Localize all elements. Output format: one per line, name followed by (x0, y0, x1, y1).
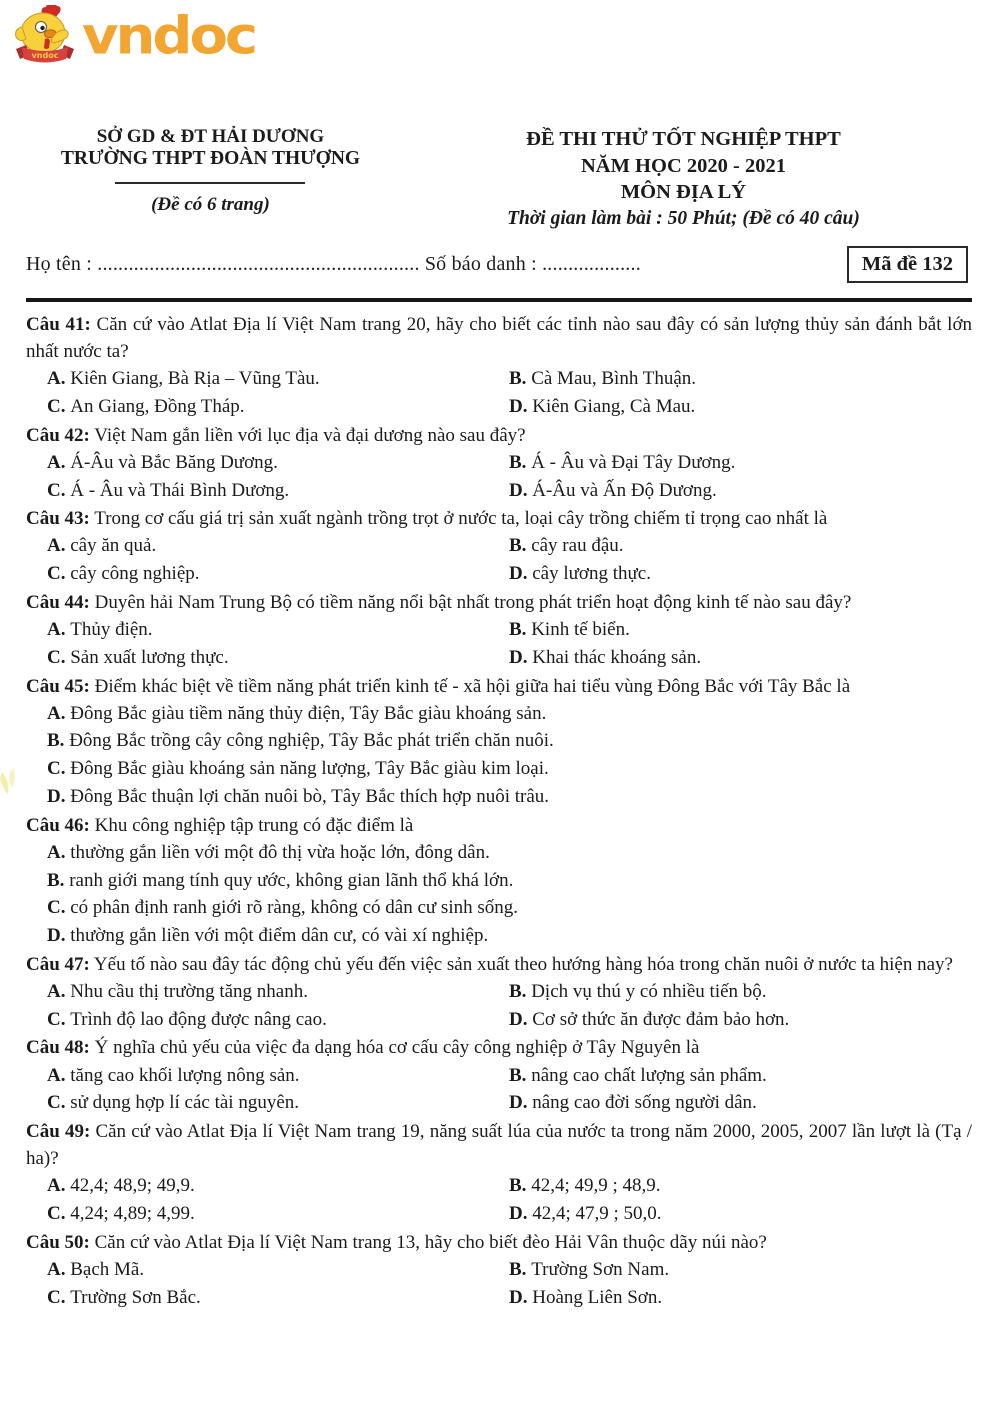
options (26, 1172, 972, 1227)
option-text: Đông Bắc trồng cây công nghiệp, Tây Bắc phát triển chăn nuôi. (69, 730, 554, 752)
option-text: Á-Âu và Ấn Độ Dương. (532, 479, 717, 501)
question-label: Câu 45: (26, 675, 90, 697)
option-text: nâng cao chất lượng sản phẩm. (531, 1064, 767, 1086)
school-name: TRƯỜNG THPT ĐOÀN THƯỢNG (60, 148, 361, 169)
exam-title-line2: NĂM HỌC 2020 - 2021 (580, 154, 786, 177)
question (26, 951, 972, 1034)
option-text: cây ăn quả. (70, 535, 157, 557)
option-text: Kiên Giang, Bà Rịa – Vũng Tàu. (70, 368, 320, 390)
option-text: 4,24; 4,89; 4,99. (70, 1203, 195, 1225)
option-text: Đông Bắc giàu khoáng sản năng lượng, Tây Bắc giàu kim loại. (70, 758, 549, 780)
option-d (26, 783, 972, 811)
option-c (26, 1089, 488, 1117)
question (26, 422, 972, 505)
option-key: B. (47, 730, 70, 752)
option-key: B. (509, 368, 532, 390)
option-a (26, 532, 488, 560)
option-text: Trình độ lao động được nâng cao. (70, 1008, 327, 1030)
issuer-block (26, 126, 395, 216)
option-b (488, 449, 972, 477)
question-stem (26, 812, 972, 839)
option-key: A. (47, 451, 71, 473)
option-a (26, 700, 972, 728)
option-key: D. (509, 1203, 533, 1225)
option-key: A. (47, 1064, 71, 1086)
option-d (488, 644, 972, 672)
option-text: Á - Âu và Đại Tây Dương. (531, 451, 736, 473)
option-text: Cà Mau, Bình Thuận. (531, 368, 697, 390)
section-divider (26, 298, 972, 302)
option-d (488, 477, 972, 505)
option-key: B. (509, 451, 532, 473)
option-b (488, 532, 972, 560)
option-key: C. (47, 1008, 71, 1030)
option-text: Bạch Mã. (70, 1258, 145, 1280)
option-text: 42,4; 49,9 ; 48,9. (531, 1175, 661, 1197)
exam-title-block (395, 126, 972, 230)
questions (26, 311, 972, 1312)
exam-duration: Thời gian làm bài : 50 Phút; (Đề có 40 câu) (507, 207, 860, 229)
option-text: sử dụng hợp lí các tài nguyên. (70, 1092, 300, 1114)
question-label: Câu 49: (26, 1121, 91, 1143)
question (26, 673, 972, 811)
question-stem-text: Căn cứ vào Atlat Địa lí Việt Nam trang 19, năng suất lúa của nước ta trong năm 2000, 2005, 2007 lần lượt là (Tạ / ha)? (26, 1121, 972, 1170)
option-a (26, 449, 488, 477)
option-key: A. (47, 619, 71, 641)
option-key: A. (47, 535, 71, 557)
question-stem (26, 422, 972, 449)
option-key: B. (509, 1064, 532, 1086)
name-label: Họ tên : (26, 252, 93, 275)
question (26, 505, 972, 588)
option-c (26, 1200, 488, 1228)
option-b (26, 727, 972, 755)
option-key: D. (509, 1008, 533, 1030)
option-d (488, 1089, 972, 1117)
option-a (26, 616, 488, 644)
question-label: Câu 48: (26, 1037, 90, 1059)
question (26, 1118, 972, 1228)
option-text: 42,4; 48,9; 49,9. (70, 1175, 195, 1197)
option-text: cây công nghiệp. (70, 563, 200, 585)
question-label: Câu 44: (26, 591, 90, 613)
option-c (26, 477, 488, 505)
question-stem (26, 505, 972, 532)
question-stem-text: Ý nghĩa chủ yếu của việc đa dạng hóa cơ cấu cây công nghiệp ở Tây Nguyên là (89, 1037, 700, 1059)
option-c (26, 755, 972, 783)
option-key: B. (509, 980, 532, 1002)
question-stem-text: Khu công nghiệp tập trung có đặc điểm là (89, 814, 414, 836)
options (26, 700, 972, 811)
options (26, 839, 972, 950)
option-text: thường gắn liền với một đô thị vừa hoặc lớn, đông dân. (70, 841, 490, 863)
question-stem-text: Căn cứ vào Atlat Địa lí Việt Nam trang 20, hãy cho biết các tỉnh nào sau đây có sản lượng thủy sản đánh bắt lớn nhất nước ta? (26, 313, 972, 363)
question (26, 311, 972, 421)
option-text: Á - Âu và Thái Bình Dương. (70, 479, 290, 501)
options (26, 449, 972, 504)
option-key: A. (47, 368, 71, 390)
option-text: Kinh tế biển. (531, 619, 630, 641)
question-stem-text: Căn cứ vào Atlat Địa lí Việt Nam trang 13, hãy cho biết đèo Hải Vân thuộc dãy núi nào? (89, 1231, 767, 1253)
option-a (26, 365, 488, 393)
option-a (26, 1172, 488, 1200)
question-label: Câu 46: (26, 814, 90, 836)
options (26, 616, 972, 671)
question-stem (26, 673, 972, 700)
question-stem (26, 1034, 972, 1061)
question-stem-text: Trong cơ cấu giá trị sản xuất ngành trồng trọt ở nước ta, loại cây trồng chiếm tỉ trọng cao nhất là (89, 508, 828, 530)
options (26, 1256, 972, 1311)
option-text: Đông Bắc giàu tiềm năng thủy điện, Tây Bắc giàu khoáng sản. (70, 702, 547, 724)
option-key: A. (47, 841, 71, 863)
question-stem-text: Điểm khác biệt về tiềm năng phát triển kinh tế - xã hội giữa hai tiểu vùng Đông Bắc với Tây Bắc là (89, 675, 851, 697)
question-stem-text: Việt Nam gắn liền với lục địa và đại dương nào sau đây? (89, 424, 526, 446)
option-a (26, 978, 488, 1006)
option-key: B. (47, 869, 70, 891)
question-stem-text: Duyên hải Nam Trung Bộ có tiềm năng nổi bật nhất trong phát triển hoạt động kinh tế nào sau đây? (89, 591, 852, 613)
option-text: tăng cao khối lượng nông sản. (70, 1064, 300, 1086)
option-key: B. (509, 1175, 532, 1197)
option-b (488, 1172, 972, 1200)
vndoc-wordmark: vndoc (82, 6, 256, 67)
option-key: A. (47, 702, 71, 724)
option-text: Hoàng Liên Sơn. (532, 1286, 663, 1308)
option-key: D. (509, 646, 533, 668)
option-text: cây lương thực. (532, 563, 651, 585)
question-label: Câu 41: (26, 313, 91, 335)
question-stem (26, 951, 972, 978)
options (26, 1062, 972, 1117)
option-key: C. (47, 1092, 71, 1114)
option-text: Cơ sở thức ăn được đảm bảo hơn. (532, 1008, 790, 1030)
exam-code-box: Mã đề 132 (847, 246, 968, 283)
option-text: 42,4; 47,9 ; 50,0. (532, 1203, 662, 1225)
option-text: Trường Sơn Nam. (531, 1258, 670, 1280)
option-b (488, 978, 972, 1006)
option-d (488, 393, 972, 421)
id-dotted-line: ................... (542, 252, 641, 275)
options (26, 365, 972, 420)
option-key: C. (47, 563, 71, 585)
option-text: Thủy điện. (70, 619, 153, 641)
header-rule (115, 182, 305, 184)
option-d (488, 1200, 972, 1228)
option-key: C. (47, 479, 71, 501)
option-text: Dịch vụ thú y có nhiều tiến bộ. (531, 980, 767, 1002)
option-text: nâng cao đời sống người dân. (532, 1092, 757, 1114)
option-key: A. (47, 1258, 71, 1280)
option-text: có phân định ranh giới rõ ràng, không có dân cư sinh sống. (70, 897, 518, 919)
question (26, 589, 972, 672)
option-c (26, 393, 488, 421)
option-text: Đông Bắc thuận lợi chăn nuôi bò, Tây Bắc thích hợp nuôi trâu. (70, 785, 550, 807)
option-b (26, 867, 972, 895)
option-text: Trường Sơn Bắc. (70, 1286, 201, 1308)
option-text: Sản xuất lương thực. (70, 646, 229, 668)
question (26, 1034, 972, 1117)
option-text: thường gắn liền với một điểm dân cư, có vài xí nghiệp. (70, 925, 489, 947)
question-stem (26, 1229, 972, 1256)
option-c (26, 894, 972, 922)
option-key: B. (509, 535, 532, 557)
candidate-fields (26, 253, 641, 276)
option-a (26, 839, 972, 867)
option-key: C. (47, 897, 71, 919)
option-d (26, 922, 972, 950)
option-key: C. (47, 1286, 71, 1308)
option-c (26, 1006, 488, 1034)
option-text: ranh giới mang tính quy ước, không gian lãnh thổ khá lớn. (69, 869, 514, 891)
option-key: B. (509, 619, 532, 641)
option-key: D. (47, 785, 71, 807)
candidate-row (26, 246, 972, 283)
option-b (488, 1062, 972, 1090)
question-label: Câu 42: (26, 424, 90, 446)
question-stem-text: Yếu tố nào sau đây tác động chủ yếu đến việc sản xuất theo hướng hàng hóa trong chăn nuôi ở nước ta hiện nay? (89, 953, 953, 975)
svg-text:vndoc: vndoc (31, 51, 59, 60)
question-stem (26, 1118, 972, 1172)
question (26, 812, 972, 950)
exam-title-line1: ĐỀ THI THỬ TỐT NGHIỆP THPT (526, 128, 841, 150)
question-label: Câu 43: (26, 508, 90, 530)
option-key: A. (47, 1175, 71, 1197)
option-text: cây rau đậu. (531, 535, 624, 557)
option-text: Nhu cầu thị trường tăng nhanh. (70, 980, 308, 1002)
option-d (488, 1006, 972, 1034)
option-b (488, 365, 972, 393)
department-name: SỞ GD & ĐT HẢI DƯƠNG (96, 126, 325, 147)
question-label: Câu 50: (26, 1231, 90, 1253)
option-key: B. (509, 1258, 532, 1280)
option-key: C. (47, 1203, 71, 1225)
pages-note: (Đề có 6 trang) (151, 194, 270, 215)
name-dotted-line: .............................................................. (97, 252, 420, 275)
vndoc-logo (12, 5, 255, 69)
chicken-mascot-icon (12, 5, 78, 69)
question (26, 1229, 972, 1312)
question-label: Câu 47: (26, 953, 90, 975)
option-a (26, 1256, 488, 1284)
option-key: D. (509, 563, 533, 585)
option-key: C. (47, 758, 71, 780)
option-key: C. (47, 395, 71, 417)
options (26, 978, 972, 1033)
option-key: D. (509, 479, 533, 501)
option-text: Khai thác khoáng sản. (532, 646, 702, 668)
question-stem (26, 311, 972, 365)
option-key: D. (509, 395, 533, 417)
option-d (488, 560, 972, 588)
option-d (488, 1284, 972, 1312)
option-key: D. (509, 1092, 533, 1114)
id-label: Số báo danh : (424, 252, 537, 275)
option-c (26, 560, 488, 588)
option-text: Kiên Giang, Cà Mau. (532, 395, 696, 417)
option-key: C. (47, 646, 71, 668)
option-c (26, 644, 488, 672)
question-stem (26, 589, 972, 616)
option-b (488, 1256, 972, 1284)
option-b (488, 616, 972, 644)
option-key: D. (509, 1286, 533, 1308)
option-text: Á-Âu và Bắc Băng Dương. (70, 451, 278, 473)
option-c (26, 1284, 488, 1312)
option-text: An Giang, Đồng Tháp. (70, 395, 245, 417)
option-key: D. (47, 925, 71, 947)
exam-subject: MÔN ĐỊA LÝ (620, 181, 747, 204)
option-key: A. (47, 980, 71, 1002)
option-a (26, 1062, 488, 1090)
exam-header (26, 126, 972, 230)
options (26, 532, 972, 587)
